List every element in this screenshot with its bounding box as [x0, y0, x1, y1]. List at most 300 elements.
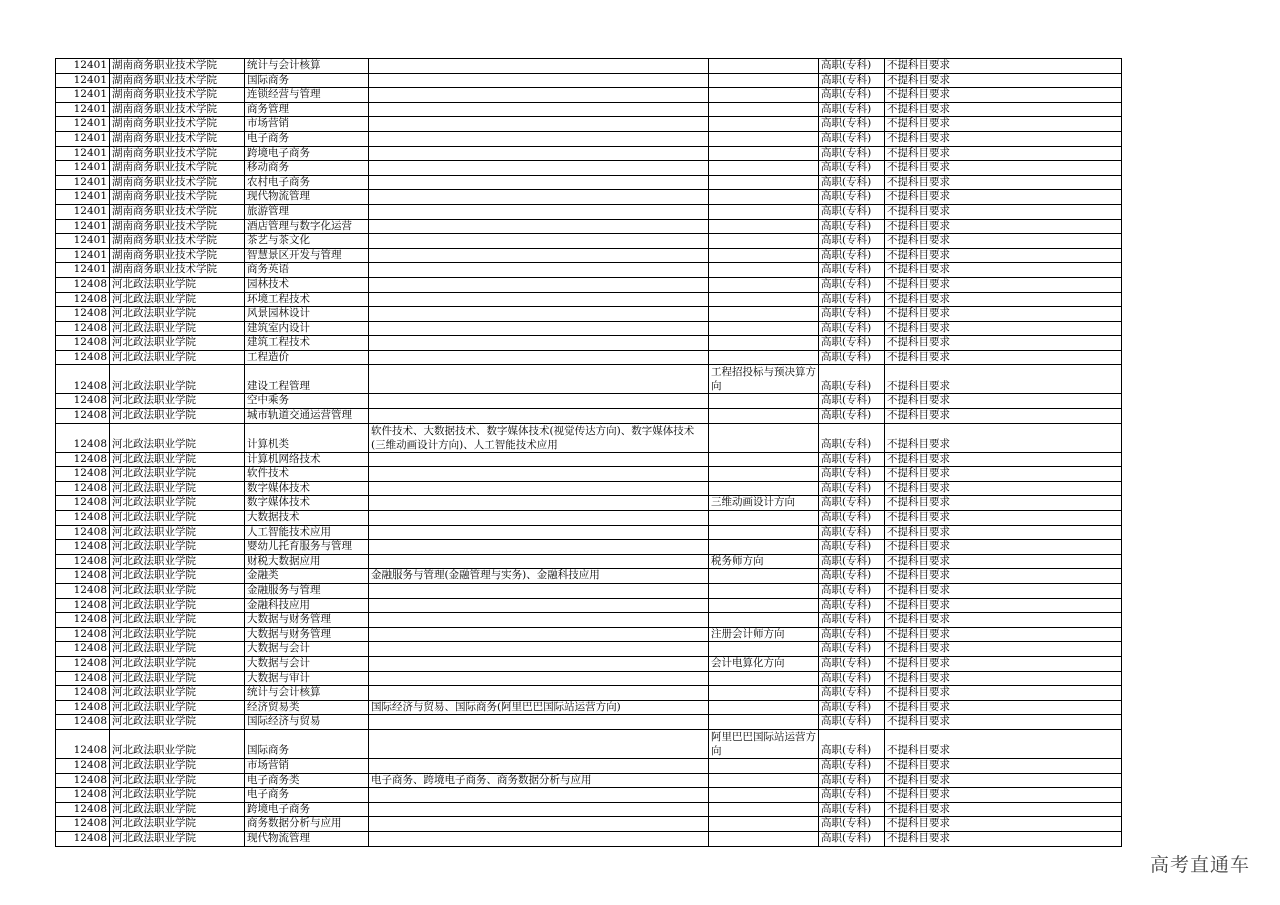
- table-row: [56, 175, 1122, 190]
- school-code-cell: 12408: [56, 554, 110, 569]
- school-code-cell: 12408: [56, 569, 110, 584]
- major-name-cell: 农村电子商务: [245, 175, 369, 190]
- subject-requirement-cell: 不提科目要求: [885, 569, 1122, 584]
- table-row: [56, 219, 1122, 234]
- subject-requirement-cell: 不提科目要求: [885, 554, 1122, 569]
- school-code-cell: 12408: [56, 292, 110, 307]
- level-cell: 高职(专科): [819, 627, 885, 642]
- subject-requirement-cell: 不提科目要求: [885, 102, 1122, 117]
- major-direction-cell: [709, 88, 819, 103]
- subject-requirement-cell: 不提科目要求: [885, 788, 1122, 803]
- school-name-cell: 河北政法职业学院: [110, 656, 245, 671]
- included-majors-cell: [369, 817, 709, 832]
- included-majors-cell: [369, 627, 709, 642]
- major-direction-cell: [709, 146, 819, 161]
- school-name-cell: 湖南商务职业技术学院: [110, 117, 245, 132]
- school-code-cell: 12408: [56, 729, 110, 758]
- major-direction-cell: [709, 263, 819, 278]
- major-direction-cell: [709, 409, 819, 424]
- table-row: [56, 525, 1122, 540]
- school-code-cell: 12401: [56, 175, 110, 190]
- included-majors-cell: [369, 248, 709, 263]
- subject-requirement-cell: 不提科目要求: [885, 613, 1122, 628]
- major-direction-cell: [709, 234, 819, 249]
- school-name-cell: 河北政法职业学院: [110, 409, 245, 424]
- school-code-cell: 12408: [56, 409, 110, 424]
- subject-requirement-cell: 不提科目要求: [885, 598, 1122, 613]
- school-name-cell: 湖南商务职业技术学院: [110, 175, 245, 190]
- major-name-cell: 建筑工程技术: [245, 336, 369, 351]
- subject-requirement-cell: 不提科目要求: [885, 73, 1122, 88]
- major-name-cell: 商务管理: [245, 102, 369, 117]
- school-name-cell: 河北政法职业学院: [110, 627, 245, 642]
- school-code-cell: 12408: [56, 394, 110, 409]
- table-row: [56, 656, 1122, 671]
- level-cell: 高职(专科): [819, 190, 885, 205]
- major-name-cell: 大数据与财务管理: [245, 627, 369, 642]
- included-majors-cell: [369, 307, 709, 322]
- included-majors-cell: [369, 263, 709, 278]
- level-cell: 高职(专科): [819, 59, 885, 74]
- level-cell: 高职(专科): [819, 307, 885, 322]
- school-code-cell: 12408: [56, 350, 110, 365]
- subject-requirement-cell: 不提科目要求: [885, 467, 1122, 482]
- school-code-cell: 12401: [56, 131, 110, 146]
- level-cell: 高职(专科): [819, 788, 885, 803]
- school-code-cell: 12401: [56, 248, 110, 263]
- school-code-cell: 12408: [56, 773, 110, 788]
- table-row: [56, 204, 1122, 219]
- major-name-cell: 经济贸易类: [245, 700, 369, 715]
- school-code-cell: 12401: [56, 102, 110, 117]
- subject-requirement-cell: 不提科目要求: [885, 496, 1122, 511]
- table-row: [56, 394, 1122, 409]
- school-name-cell: 河北政法职业学院: [110, 525, 245, 540]
- major-direction-cell: [709, 758, 819, 773]
- subject-requirement-cell: 不提科目要求: [885, 729, 1122, 758]
- subject-requirement-cell: 不提科目要求: [885, 802, 1122, 817]
- included-majors-cell: [369, 394, 709, 409]
- school-name-cell: 河北政法职业学院: [110, 365, 245, 394]
- table-row: [56, 409, 1122, 424]
- school-name-cell: 河北政法职业学院: [110, 292, 245, 307]
- level-cell: 高职(专科): [819, 146, 885, 161]
- included-majors-cell: [369, 467, 709, 482]
- school-code-cell: 12401: [56, 263, 110, 278]
- school-name-cell: 河北政法职业学院: [110, 307, 245, 322]
- included-majors-cell: [369, 102, 709, 117]
- major-name-cell: 空中乘务: [245, 394, 369, 409]
- level-cell: 高职(专科): [819, 715, 885, 730]
- school-code-cell: 12401: [56, 59, 110, 74]
- major-name-cell: 国际商务: [245, 729, 369, 758]
- major-direction-cell: [709, 788, 819, 803]
- major-name-cell: 商务英语: [245, 263, 369, 278]
- school-name-cell: 河北政法职业学院: [110, 598, 245, 613]
- included-majors-cell: [369, 59, 709, 74]
- major-direction-cell: [709, 540, 819, 555]
- table-row: [56, 569, 1122, 584]
- major-name-cell: 环境工程技术: [245, 292, 369, 307]
- school-name-cell: 河北政法职业学院: [110, 758, 245, 773]
- included-majors-cell: [369, 350, 709, 365]
- school-code-cell: 12408: [56, 307, 110, 322]
- major-direction-cell: [709, 248, 819, 263]
- included-majors-cell: [369, 758, 709, 773]
- major-direction-cell: [709, 686, 819, 701]
- school-code-cell: 12408: [56, 613, 110, 628]
- school-code-cell: 12408: [56, 758, 110, 773]
- major-direction-cell: [709, 773, 819, 788]
- school-code-cell: 12401: [56, 190, 110, 205]
- major-name-cell: 电子商务: [245, 788, 369, 803]
- table-row: [56, 131, 1122, 146]
- level-cell: 高职(专科): [819, 540, 885, 555]
- level-cell: 高职(专科): [819, 321, 885, 336]
- school-name-cell: 河北政法职业学院: [110, 817, 245, 832]
- subject-requirement-cell: 不提科目要求: [885, 584, 1122, 599]
- included-majors-cell: [369, 336, 709, 351]
- major-direction-cell: [709, 481, 819, 496]
- major-name-cell: 电子商务类: [245, 773, 369, 788]
- major-direction-cell: [709, 190, 819, 205]
- subject-requirement-cell: 不提科目要求: [885, 161, 1122, 176]
- major-name-cell: 国际经济与贸易: [245, 715, 369, 730]
- school-code-cell: 12401: [56, 117, 110, 132]
- subject-requirement-cell: 不提科目要求: [885, 350, 1122, 365]
- subject-requirement-cell: 不提科目要求: [885, 336, 1122, 351]
- major-name-cell: 建筑室内设计: [245, 321, 369, 336]
- major-name-cell: 工程造价: [245, 350, 369, 365]
- major-name-cell: 园林技术: [245, 277, 369, 292]
- level-cell: 高职(专科): [819, 569, 885, 584]
- included-majors-cell: [369, 584, 709, 599]
- school-code-cell: 12408: [56, 817, 110, 832]
- table-row: [56, 452, 1122, 467]
- included-majors-cell: [369, 175, 709, 190]
- school-name-cell: 湖南商务职业技术学院: [110, 234, 245, 249]
- school-name-cell: 湖南商务职业技术学院: [110, 88, 245, 103]
- major-name-cell: 大数据与会计: [245, 656, 369, 671]
- major-name-cell: 统计与会计核算: [245, 59, 369, 74]
- level-cell: 高职(专科): [819, 394, 885, 409]
- major-direction-cell: [709, 277, 819, 292]
- school-name-cell: 河北政法职业学院: [110, 729, 245, 758]
- level-cell: 高职(专科): [819, 219, 885, 234]
- school-name-cell: 湖南商务职业技术学院: [110, 59, 245, 74]
- table-row: [56, 729, 1122, 758]
- major-name-cell: 大数据与会计: [245, 642, 369, 657]
- level-cell: 高职(专科): [819, 175, 885, 190]
- included-majors-cell: 软件技术、大数据技术、数字媒体技术(视觉传达方向)、数字媒体技术(三维动画设计方向)、人工智能技术应用: [369, 423, 709, 452]
- table-row: [56, 788, 1122, 803]
- school-code-cell: 12408: [56, 700, 110, 715]
- school-code-cell: 12408: [56, 511, 110, 526]
- included-majors-cell: [369, 277, 709, 292]
- major-name-cell: 计算机类: [245, 423, 369, 452]
- included-majors-cell: [369, 525, 709, 540]
- included-majors-cell: [369, 161, 709, 176]
- subject-requirement-cell: 不提科目要求: [885, 204, 1122, 219]
- major-direction-cell: [709, 117, 819, 132]
- major-direction-cell: 阿里巴巴国际站运营方向: [709, 729, 819, 758]
- major-direction-cell: 会计电算化方向: [709, 656, 819, 671]
- level-cell: 高职(专科): [819, 336, 885, 351]
- table-row: [56, 88, 1122, 103]
- school-code-cell: 12408: [56, 277, 110, 292]
- table-row: [56, 584, 1122, 599]
- table-row: [56, 715, 1122, 730]
- major-name-cell: 数字媒体技术: [245, 496, 369, 511]
- included-majors-cell: [369, 656, 709, 671]
- subject-requirement-cell: 不提科目要求: [885, 234, 1122, 249]
- major-direction-cell: [709, 598, 819, 613]
- school-name-cell: 河北政法职业学院: [110, 686, 245, 701]
- major-name-cell: 商务数据分析与应用: [245, 817, 369, 832]
- level-cell: 高职(专科): [819, 802, 885, 817]
- subject-requirement-cell: 不提科目要求: [885, 131, 1122, 146]
- major-direction-cell: [709, 423, 819, 452]
- level-cell: 高职(专科): [819, 671, 885, 686]
- school-name-cell: 河北政法职业学院: [110, 336, 245, 351]
- school-code-cell: 12401: [56, 234, 110, 249]
- major-name-cell: 风景园林设计: [245, 307, 369, 322]
- included-majors-cell: [369, 292, 709, 307]
- school-name-cell: 湖南商务职业技术学院: [110, 73, 245, 88]
- table-row: [56, 365, 1122, 394]
- subject-requirement-cell: 不提科目要求: [885, 525, 1122, 540]
- school-name-cell: 湖南商务职业技术学院: [110, 190, 245, 205]
- table-row: [56, 511, 1122, 526]
- level-cell: 高职(专科): [819, 642, 885, 657]
- major-name-cell: 金融服务与管理: [245, 584, 369, 599]
- included-majors-cell: [369, 613, 709, 628]
- subject-requirement-cell: 不提科目要求: [885, 686, 1122, 701]
- school-code-cell: 12408: [56, 715, 110, 730]
- school-code-cell: 12408: [56, 481, 110, 496]
- level-cell: 高职(专科): [819, 277, 885, 292]
- table-row: [56, 234, 1122, 249]
- major-direction-cell: 三维动画设计方向: [709, 496, 819, 511]
- included-majors-cell: [369, 554, 709, 569]
- school-name-cell: 河北政法职业学院: [110, 831, 245, 846]
- major-direction-cell: [709, 102, 819, 117]
- table-row: [56, 161, 1122, 176]
- subject-requirement-cell: 不提科目要求: [885, 190, 1122, 205]
- school-name-cell: 河北政法职业学院: [110, 540, 245, 555]
- major-direction-cell: [709, 525, 819, 540]
- table-row: [56, 554, 1122, 569]
- school-name-cell: 河北政法职业学院: [110, 671, 245, 686]
- table-row: [56, 802, 1122, 817]
- school-name-cell: 湖南商务职业技术学院: [110, 161, 245, 176]
- school-name-cell: 河北政法职业学院: [110, 394, 245, 409]
- school-name-cell: 河北政法职业学院: [110, 584, 245, 599]
- school-code-cell: 12401: [56, 219, 110, 234]
- major-name-cell: 建设工程管理: [245, 365, 369, 394]
- major-direction-cell: [709, 452, 819, 467]
- table-row: [56, 190, 1122, 205]
- level-cell: 高职(专科): [819, 831, 885, 846]
- table-row: [56, 817, 1122, 832]
- subject-requirement-cell: 不提科目要求: [885, 365, 1122, 394]
- school-name-cell: 湖南商务职业技术学院: [110, 131, 245, 146]
- level-cell: 高职(专科): [819, 292, 885, 307]
- level-cell: 高职(专科): [819, 496, 885, 511]
- major-direction-cell: [709, 802, 819, 817]
- major-name-cell: 酒店管理与数字化运营: [245, 219, 369, 234]
- included-majors-cell: [369, 788, 709, 803]
- major-direction-cell: [709, 175, 819, 190]
- included-majors-cell: [369, 452, 709, 467]
- included-majors-cell: [369, 540, 709, 555]
- subject-requirement-cell: 不提科目要求: [885, 117, 1122, 132]
- major-name-cell: 金融科技应用: [245, 598, 369, 613]
- major-name-cell: 城市轨道交通运营管理: [245, 409, 369, 424]
- level-cell: 高职(专科): [819, 525, 885, 540]
- school-name-cell: 河北政法职业学院: [110, 423, 245, 452]
- major-direction-cell: 工程招投标与预决算方向: [709, 365, 819, 394]
- included-majors-cell: [369, 481, 709, 496]
- school-code-cell: 12408: [56, 365, 110, 394]
- school-name-cell: 河北政法职业学院: [110, 511, 245, 526]
- major-direction-cell: [709, 204, 819, 219]
- table-row: [56, 59, 1122, 74]
- major-name-cell: 软件技术: [245, 467, 369, 482]
- major-name-cell: 金融类: [245, 569, 369, 584]
- school-name-cell: 河北政法职业学院: [110, 350, 245, 365]
- school-code-cell: 12401: [56, 161, 110, 176]
- school-code-cell: 12408: [56, 627, 110, 642]
- level-cell: 高职(专科): [819, 263, 885, 278]
- subject-requirement-cell: 不提科目要求: [885, 452, 1122, 467]
- school-name-cell: 湖南商务职业技术学院: [110, 204, 245, 219]
- table-row: [56, 540, 1122, 555]
- table-row: [56, 700, 1122, 715]
- school-code-cell: 12408: [56, 642, 110, 657]
- school-name-cell: 河北政法职业学院: [110, 788, 245, 803]
- major-name-cell: 市场营销: [245, 758, 369, 773]
- school-name-cell: 河北政法职业学院: [110, 642, 245, 657]
- included-majors-cell: [369, 715, 709, 730]
- school-name-cell: 河北政法职业学院: [110, 802, 245, 817]
- table-row: [56, 686, 1122, 701]
- table-row: [56, 423, 1122, 452]
- subject-requirement-cell: 不提科目要求: [885, 540, 1122, 555]
- school-code-cell: 12408: [56, 336, 110, 351]
- included-majors-cell: [369, 365, 709, 394]
- subject-requirement-cell: 不提科目要求: [885, 642, 1122, 657]
- table-row: [56, 598, 1122, 613]
- level-cell: 高职(专科): [819, 452, 885, 467]
- subject-requirement-cell: 不提科目要求: [885, 263, 1122, 278]
- included-majors-cell: [369, 321, 709, 336]
- included-majors-cell: [369, 831, 709, 846]
- table-row: [56, 642, 1122, 657]
- subject-requirement-cell: 不提科目要求: [885, 511, 1122, 526]
- level-cell: 高职(专科): [819, 365, 885, 394]
- subject-requirement-cell: 不提科目要求: [885, 700, 1122, 715]
- major-name-cell: 人工智能技术应用: [245, 525, 369, 540]
- school-name-cell: 湖南商务职业技术学院: [110, 263, 245, 278]
- school-code-cell: 12408: [56, 525, 110, 540]
- included-majors-cell: [369, 802, 709, 817]
- table-row: [56, 481, 1122, 496]
- major-direction-cell: [709, 131, 819, 146]
- school-code-cell: 12408: [56, 788, 110, 803]
- level-cell: 高职(专科): [819, 161, 885, 176]
- major-name-cell: 连锁经营与管理: [245, 88, 369, 103]
- subject-requirement-cell: 不提科目要求: [885, 394, 1122, 409]
- included-majors-cell: [369, 131, 709, 146]
- included-majors-cell: 电子商务、跨境电子商务、商务数据分析与应用: [369, 773, 709, 788]
- school-code-cell: 12401: [56, 88, 110, 103]
- major-name-cell: 移动商务: [245, 161, 369, 176]
- subject-requirement-cell: 不提科目要求: [885, 219, 1122, 234]
- subject-requirement-cell: 不提科目要求: [885, 758, 1122, 773]
- school-code-cell: 12408: [56, 452, 110, 467]
- level-cell: 高职(专科): [819, 423, 885, 452]
- table-row: [56, 350, 1122, 365]
- subject-requirement-cell: 不提科目要求: [885, 627, 1122, 642]
- included-majors-cell: [369, 671, 709, 686]
- subject-requirement-cell: 不提科目要求: [885, 146, 1122, 161]
- school-code-cell: 12408: [56, 686, 110, 701]
- included-majors-cell: [369, 73, 709, 88]
- major-direction-cell: [709, 613, 819, 628]
- table-row: [56, 307, 1122, 322]
- included-majors-cell: [369, 219, 709, 234]
- major-name-cell: 财税大数据应用: [245, 554, 369, 569]
- school-code-cell: 12401: [56, 204, 110, 219]
- school-code-cell: 12401: [56, 146, 110, 161]
- major-name-cell: 跨境电子商务: [245, 802, 369, 817]
- school-code-cell: 12408: [56, 321, 110, 336]
- level-cell: 高职(专科): [819, 117, 885, 132]
- level-cell: 高职(专科): [819, 700, 885, 715]
- school-code-cell: 12408: [56, 496, 110, 511]
- included-majors-cell: [369, 117, 709, 132]
- major-direction-cell: [709, 715, 819, 730]
- major-name-cell: 旅游管理: [245, 204, 369, 219]
- major-name-cell: 大数据与财务管理: [245, 613, 369, 628]
- major-direction-cell: 注册会计师方向: [709, 627, 819, 642]
- level-cell: 高职(专科): [819, 234, 885, 249]
- level-cell: 高职(专科): [819, 102, 885, 117]
- included-majors-cell: [369, 642, 709, 657]
- subject-requirement-cell: 不提科目要求: [885, 671, 1122, 686]
- subject-requirement-cell: 不提科目要求: [885, 88, 1122, 103]
- subject-requirement-cell: 不提科目要求: [885, 277, 1122, 292]
- level-cell: 高职(专科): [819, 131, 885, 146]
- level-cell: 高职(专科): [819, 656, 885, 671]
- level-cell: 高职(专科): [819, 511, 885, 526]
- admission-table: [55, 58, 1122, 847]
- major-direction-cell: [709, 700, 819, 715]
- level-cell: 高职(专科): [819, 554, 885, 569]
- major-direction-cell: [709, 350, 819, 365]
- school-code-cell: 12408: [56, 584, 110, 599]
- major-name-cell: 现代物流管理: [245, 190, 369, 205]
- major-direction-cell: 税务师方向: [709, 554, 819, 569]
- subject-requirement-cell: 不提科目要求: [885, 715, 1122, 730]
- school-name-cell: 河北政法职业学院: [110, 613, 245, 628]
- major-direction-cell: [709, 292, 819, 307]
- subject-requirement-cell: 不提科目要求: [885, 773, 1122, 788]
- included-majors-cell: [369, 204, 709, 219]
- table-row: [56, 613, 1122, 628]
- major-direction-cell: [709, 584, 819, 599]
